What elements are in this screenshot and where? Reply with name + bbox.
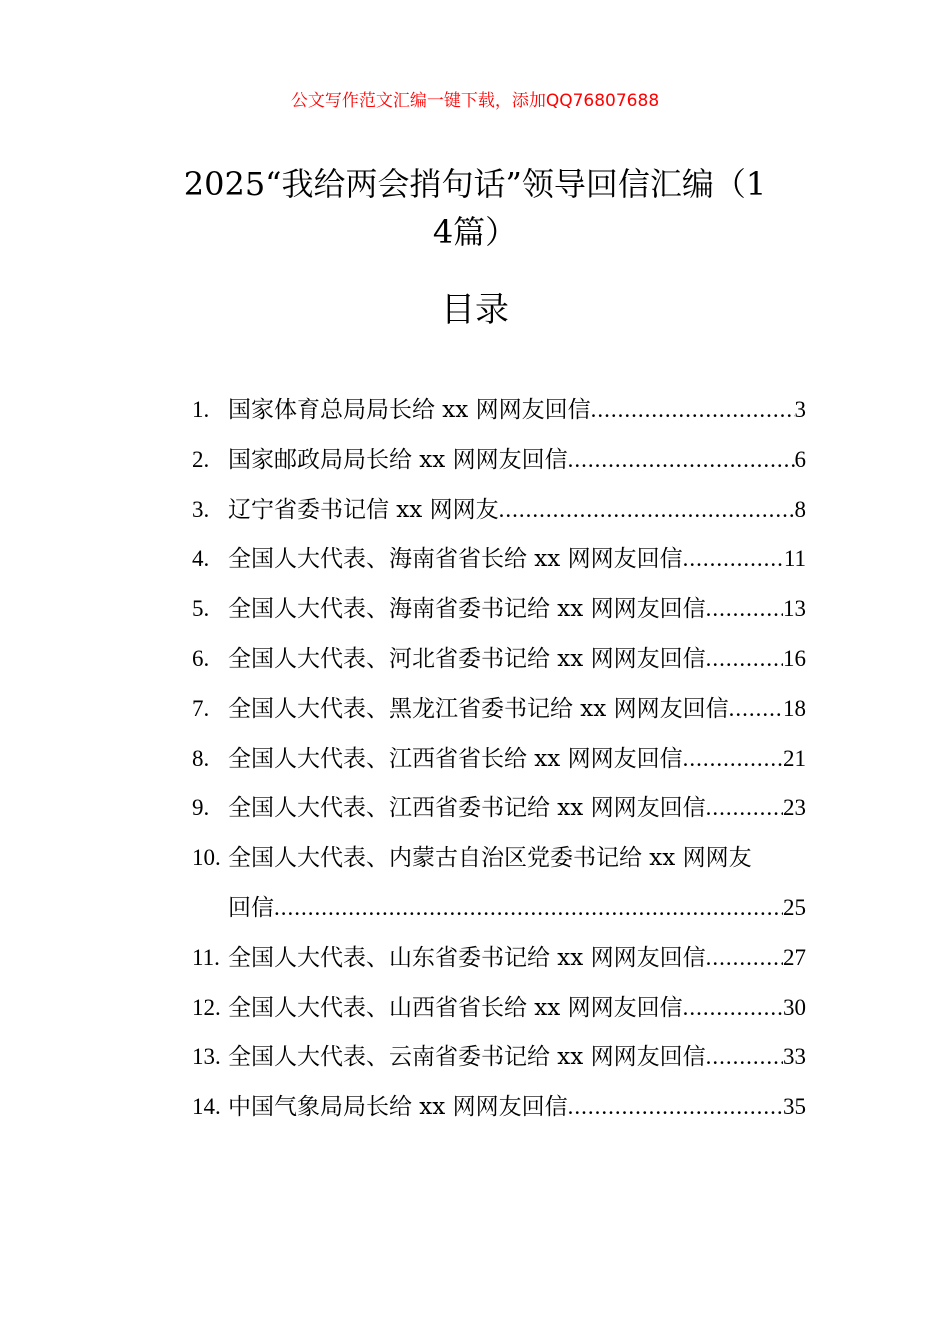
toc-entry-title: 全国人大代表、云南省委书记给 xx 网网友回信 xyxy=(228,1044,706,1071)
toc-entry-13[interactable] xyxy=(192,1032,806,1082)
toc-entry-10-continued[interactable] xyxy=(192,883,806,933)
toc-entry-title: 全国人大代表、内蒙古自治区党委书记给 xx 网网友 xyxy=(228,845,752,872)
toc-entry-7[interactable] xyxy=(192,684,806,734)
toc-entry-number: 7. xyxy=(192,695,210,721)
toc-entry-10[interactable] xyxy=(192,833,806,883)
toc-entry-page: 3 xyxy=(794,397,806,422)
toc-leader-dots xyxy=(274,883,783,933)
toc-entry-title: 全国人大代表、黑龙江省委书记给 xx 网网友回信 xyxy=(228,695,729,722)
toc-entry-12[interactable] xyxy=(192,983,806,1033)
toc-entry-page: 21 xyxy=(783,745,806,771)
document-title-line-1: 2025“我给两会捎句话”领导回信汇编（1 xyxy=(183,165,767,203)
table-of-contents xyxy=(192,385,806,1132)
toc-entry-number: 4. xyxy=(192,546,210,572)
toc-entry-page: 30 xyxy=(783,994,806,1020)
toc-leader-dots xyxy=(706,634,783,684)
toc-entry-title: 全国人大代表、山西省省长给 xx 网网友回信 xyxy=(228,994,683,1021)
toc-entry-1[interactable] xyxy=(192,385,806,435)
toc-entry-title: 中国气象局局长给 xx 网网友回信 xyxy=(228,1094,568,1121)
toc-heading: 目录 xyxy=(441,290,509,330)
toc-entry-title: 全国人大代表、海南省委书记给 xx 网网友回信 xyxy=(228,596,706,623)
toc-leader-dots xyxy=(706,783,783,833)
toc-entry-page: 27 xyxy=(783,944,806,970)
toc-entry-number: 9. xyxy=(192,795,210,821)
toc-entry-number: 12. xyxy=(192,994,221,1020)
toc-leader-dots xyxy=(683,734,783,784)
toc-entry-number: 13. xyxy=(192,1044,221,1070)
toc-entry-title: 国家邮政局局长给 xx 网网友回信 xyxy=(228,446,568,473)
toc-leader-dots xyxy=(729,684,783,734)
toc-leader-dots xyxy=(706,1032,783,1082)
toc-leader-dots xyxy=(706,933,783,983)
toc-entry-8[interactable] xyxy=(192,734,806,784)
toc-entry-number: 2. xyxy=(192,446,210,472)
toc-entry-title: 全国人大代表、江西省省长给 xx 网网友回信 xyxy=(228,745,683,772)
document-title xyxy=(140,160,810,256)
toc-entry-title: 全国人大代表、河北省委书记给 xx 网网友回信 xyxy=(228,645,706,672)
download-banner: 公文写作范文汇编一键下载，添加QQ76807688 xyxy=(290,91,660,111)
toc-entry-number: 1. xyxy=(192,397,210,422)
toc-leader-dots xyxy=(568,1082,783,1132)
toc-entry-6[interactable] xyxy=(192,634,806,684)
toc-entry-11[interactable] xyxy=(192,933,806,983)
toc-entry-number: 10. xyxy=(192,845,221,871)
toc-entry-page: 33 xyxy=(783,1044,806,1070)
toc-entry-number: 5. xyxy=(192,596,210,622)
toc-entry-title: 全国人大代表、海南省省长给 xx 网网友回信 xyxy=(228,546,683,573)
toc-entry-3[interactable] xyxy=(192,485,806,535)
toc-entry-page: 8 xyxy=(794,496,806,522)
toc-leader-dots xyxy=(591,385,795,435)
toc-entry-number: 6. xyxy=(192,645,210,671)
toc-entry-title-continued: 回信 xyxy=(228,894,274,921)
toc-entry-page: 23 xyxy=(783,795,806,821)
toc-entry-page: 18 xyxy=(783,695,806,721)
toc-entry-2[interactable] xyxy=(192,435,806,485)
toc-entry-title: 辽宁省委书记信 xx 网网友 xyxy=(228,496,499,523)
toc-entry-page: 16 xyxy=(783,645,806,671)
toc-entry-title: 全国人大代表、山东省委书记给 xx 网网友回信 xyxy=(228,944,706,971)
toc-leader-dots xyxy=(706,584,783,634)
toc-entry-number: 11. xyxy=(192,944,220,970)
toc-entry-number: 8. xyxy=(192,745,210,771)
toc-leader-dots xyxy=(568,435,795,485)
toc-entry-page: 35 xyxy=(783,1094,806,1120)
toc-entry-4[interactable] xyxy=(192,534,806,584)
toc-entry-14[interactable] xyxy=(192,1082,806,1132)
toc-entry-page: 6 xyxy=(794,446,806,472)
toc-entry-title: 全国人大代表、江西省委书记给 xx 网网友回信 xyxy=(228,795,706,822)
toc-entry-page: 13 xyxy=(783,596,806,622)
toc-leader-dots xyxy=(683,534,784,584)
toc-entry-9[interactable] xyxy=(192,783,806,833)
toc-leader-dots xyxy=(499,485,795,535)
toc-leader-dots xyxy=(683,983,783,1033)
toc-entry-page: 11 xyxy=(783,546,806,572)
document-title-line-2: 4篇） xyxy=(432,213,518,251)
toc-entry-number: 14. xyxy=(192,1094,221,1120)
toc-entry-number: 3. xyxy=(192,496,210,522)
toc-entry-page: 25 xyxy=(783,894,806,920)
toc-entry-5[interactable] xyxy=(192,584,806,634)
toc-entry-title: 国家体育总局局长给 xx 网网友回信 xyxy=(228,397,591,423)
